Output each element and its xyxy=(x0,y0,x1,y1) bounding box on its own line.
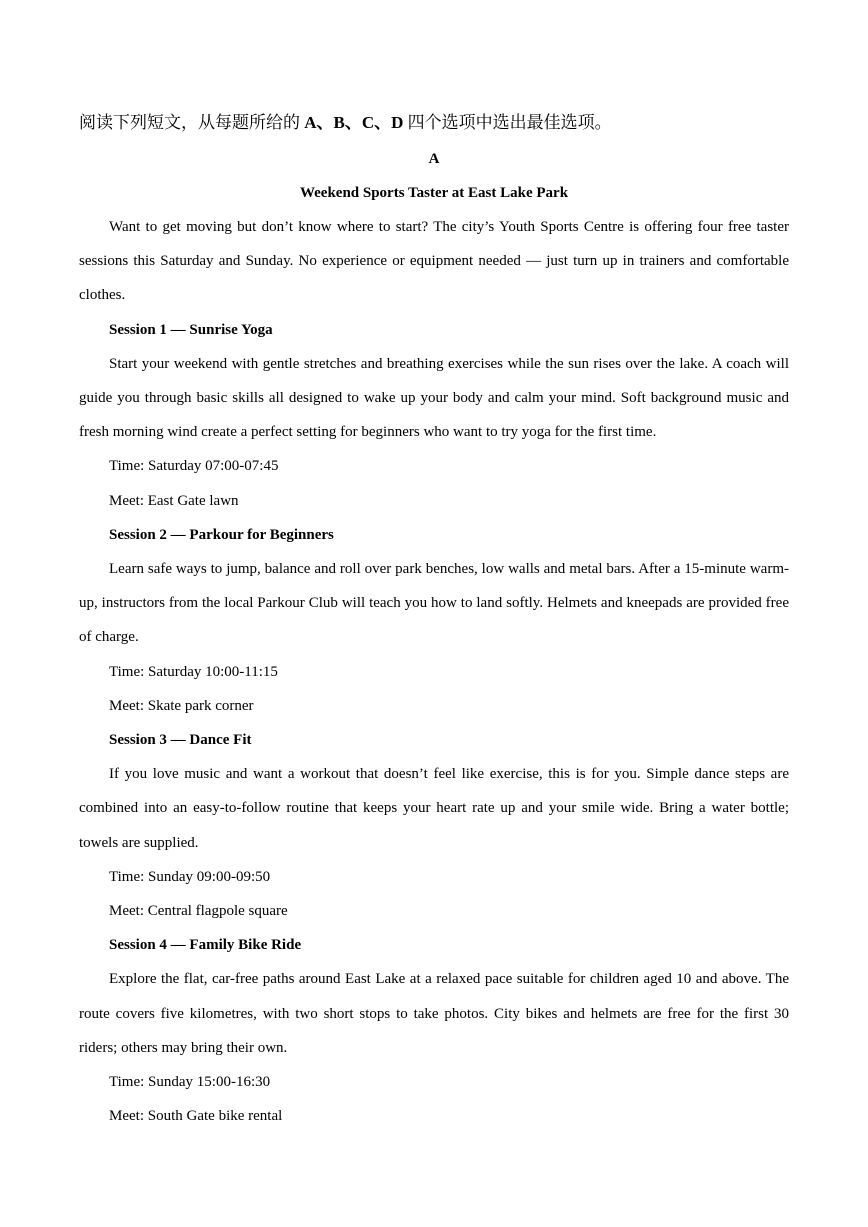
session-4 xyxy=(79,928,789,1133)
session-description: Start your weekend with gentle stretches and breathing exercises while the sun rises over the lake. A coach will guide you through basic skills all designed to wake up your body and calm your mind. Soft background music and fresh morning wind create a perfect setting for beginners who want to try yoga for the first time. xyxy=(79,355,789,441)
session-heading: Session 1 — Sunrise Yoga xyxy=(109,321,273,338)
instruction-suffix: 四个选项中选出最佳选项。 xyxy=(403,113,612,132)
section-letter: A xyxy=(428,151,440,167)
session-3 xyxy=(79,723,789,928)
document-page xyxy=(79,108,789,1133)
session-time: Time: Sunday 09:00-09:50 xyxy=(109,868,271,885)
intro-paragraph: Want to get moving but don’t know where to start? The city’s Youth Sports Centre is offering four free taster sessions this Saturday and Sunday. No experience or equipment needed — just turn up in trainers and comfortable clothes. xyxy=(79,219,789,304)
session-time: Time: Saturday 10:00-11:15 xyxy=(109,663,278,680)
session-description: Learn safe ways to jump, balance and roll over park benches, low walls and metal bars. After a 15-minute warm-up, instructors from the local Parkour Club will teach you how to land softly. Helmets and kneepads are provided free of charge. xyxy=(79,561,789,646)
instruction-options: A、B、C、D xyxy=(304,113,404,132)
session-meet: Meet: East Gate lawn xyxy=(109,492,239,509)
reading-instruction xyxy=(79,108,789,138)
session-meet: Meet: Skate park corner xyxy=(109,697,254,714)
instruction-prefix: 阅读下列短文，从每题所给的 xyxy=(79,113,305,132)
session-heading: Session 4 — Family Bike Ride xyxy=(109,937,302,954)
session-1 xyxy=(79,313,789,518)
session-time: Time: Sunday 15:00-16:30 xyxy=(109,1074,271,1091)
session-description: If you love music and want a workout that doesn’t feel like exercise, this is for you. Simple dance steps are combined into an easy-to-follow routine that keeps your heart rate up and your smile wide. Bring a water bottle; towels are supplied. xyxy=(79,766,789,851)
session-2 xyxy=(79,518,789,723)
session-description: Explore the flat, car-free paths around East Lake at a relaxed pace suitable for children aged 10 and above. The route covers five kilometres, with two short stops to take photos. City bikes and helmets are free for the first 30 riders; others may bring their own. xyxy=(79,971,789,1056)
session-meet: Meet: South Gate bike rental xyxy=(109,1108,283,1125)
session-heading: Session 3 — Dance Fit xyxy=(109,732,252,749)
session-heading: Session 2 — Parkour for Beginners xyxy=(109,526,334,543)
session-time: Time: Saturday 07:00-07:45 xyxy=(109,458,279,475)
session-meet: Meet: Central flagpole square xyxy=(109,903,288,920)
passage-title: Weekend Sports Taster at East Lake Park xyxy=(299,185,569,201)
